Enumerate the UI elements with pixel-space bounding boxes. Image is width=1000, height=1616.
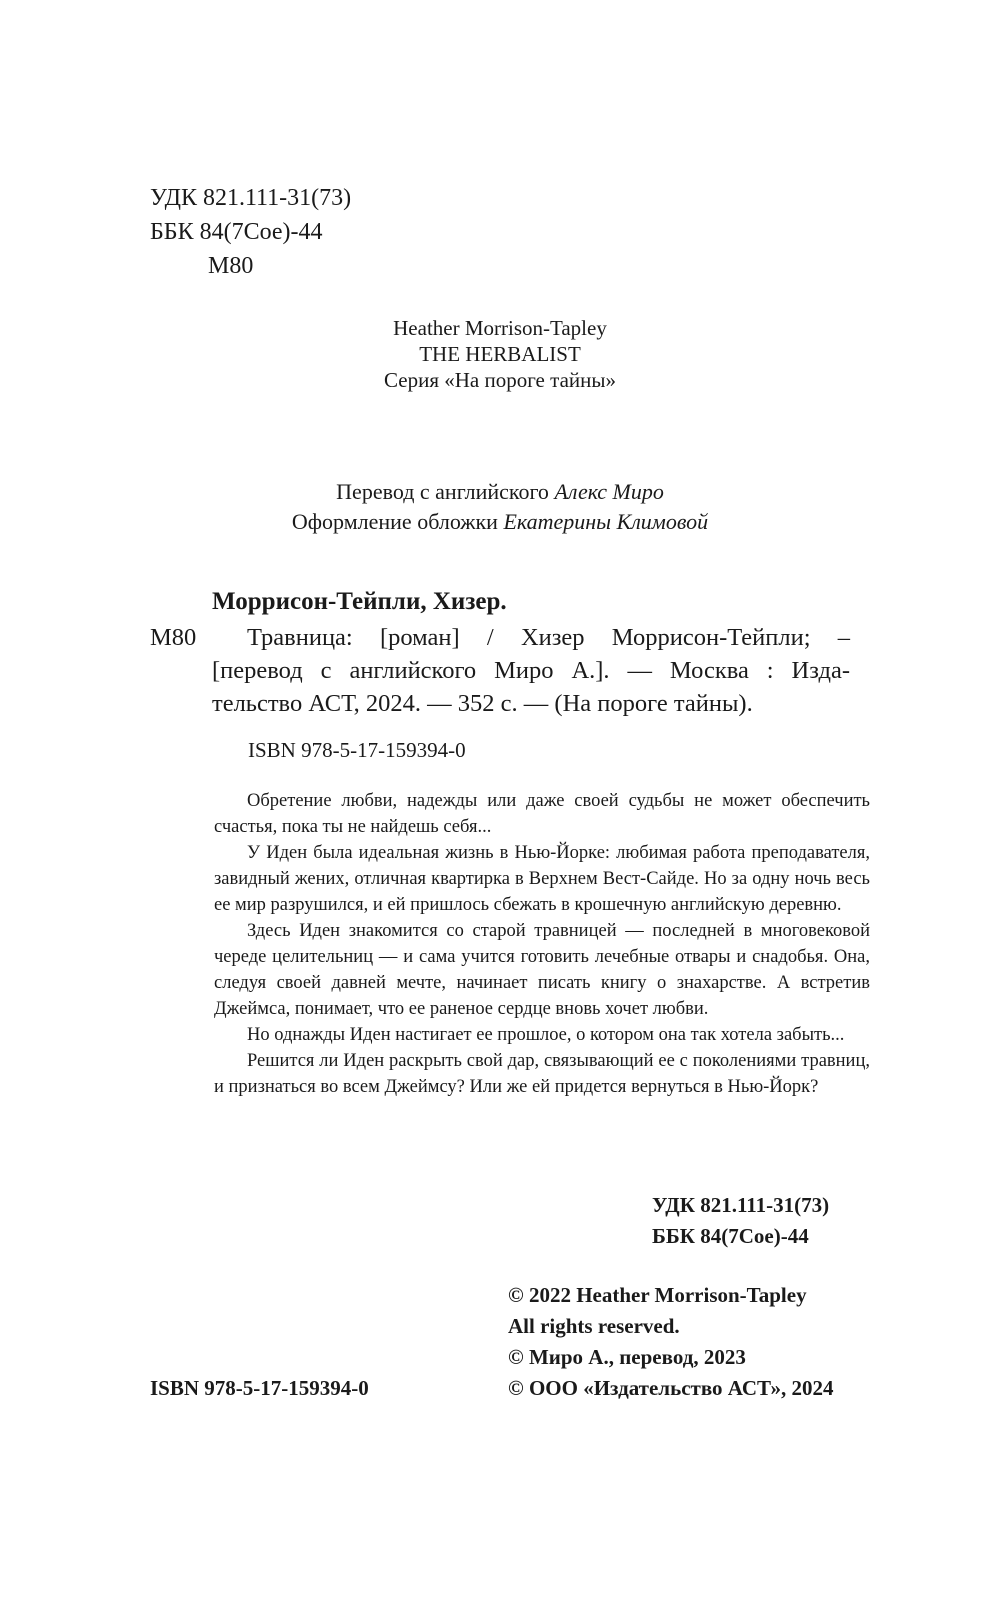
series-name: Серия «На пороге тайны» — [384, 368, 616, 392]
cover-designer-name: Екатерины Климовой — [503, 509, 709, 534]
annotation — [214, 788, 870, 1100]
bbk-code: ББК 84(7Сое)-44 — [150, 219, 323, 245]
cover-credit — [0, 507, 1000, 537]
entry-line-2: [перевод с английского Миро А.]. — Москва : Изда- — [212, 657, 850, 684]
original-author: Heather Morrison-Tapley — [393, 316, 607, 340]
translation-prefix: Перевод с английского — [336, 479, 555, 504]
entry-isbn: ISBN 978-5-17-159394-0 — [248, 738, 466, 762]
annotation-paragraph: Но однажды Иден настигает ее прошлое, о котором она так хотела забыть... — [247, 1025, 845, 1045]
original-title: THE HERBALIST — [419, 342, 581, 366]
annotation-paragraph: Решится ли Иден раскрыть свой дар, связывающий ее с поколениями травниц, и признаться во всем Джеймсу? Или же ей придется вернуться в Нью-Йорк? — [214, 1051, 870, 1097]
rights-line: All rights reserved. — [508, 1314, 680, 1338]
copyright-publisher-line: © ООО «Издательство АСТ», 2024 — [508, 1376, 834, 1400]
annotation-paragraph: Обретение любви, надежды или даже своей судьбы не может обеспечить счастья, пока ты не найдешь себя... — [214, 791, 870, 837]
translator-name: Алекс Миро — [554, 479, 664, 504]
entry-line-1: Травница: [роман] / Хизер Моррисон-Тейпли; – — [247, 624, 850, 651]
bottom-isbn: ISBN 978-5-17-159394-0 — [150, 1376, 369, 1400]
author-heading: Моррисон-Тейпли, Хизер. — [212, 588, 507, 615]
translation-credit — [0, 477, 1000, 507]
bottom-bbk-code: ББК 84(7Сое)-44 — [652, 1224, 809, 1248]
annotation-paragraph: Здесь Иден знакомится со старой травницей — последней в многовековой череде целительниц — и сама учится готовить лечебные отвары и снадобья. Она, следуя своей давней мечте, начинает писать книгу о знахарстве. А встретив Джеймса, понимает, что ее раненое сердце вновь хочет любви. — [214, 921, 870, 1019]
annotation-paragraph: У Иден была идеальная жизнь в Нью-Йорке: любимая работа преподавателя, завидный жених, отличная квартирка в Верхнем Вест-Сайде. Но за одну ночь весь ее мир разрушился, и ей пришлось сбежать в крошечную английскую деревню. — [214, 843, 870, 915]
entry-mark: М80 — [150, 624, 197, 651]
copyright-translation-line: © Миро А., перевод, 2023 — [508, 1345, 746, 1369]
bottom-udk-code: УДК 821.111-31(73) — [652, 1193, 830, 1217]
copyright-line: © 2022 Heather Morrison-Tapley — [508, 1283, 807, 1307]
udk-code: УДК 821.111-31(73) — [150, 185, 352, 211]
author-mark: М80 — [208, 253, 254, 279]
cover-prefix: Оформление обложки — [291, 509, 504, 534]
entry-line-3: тельство АСТ, 2024. — 352 с. — (На пороге тайны). — [212, 690, 753, 717]
